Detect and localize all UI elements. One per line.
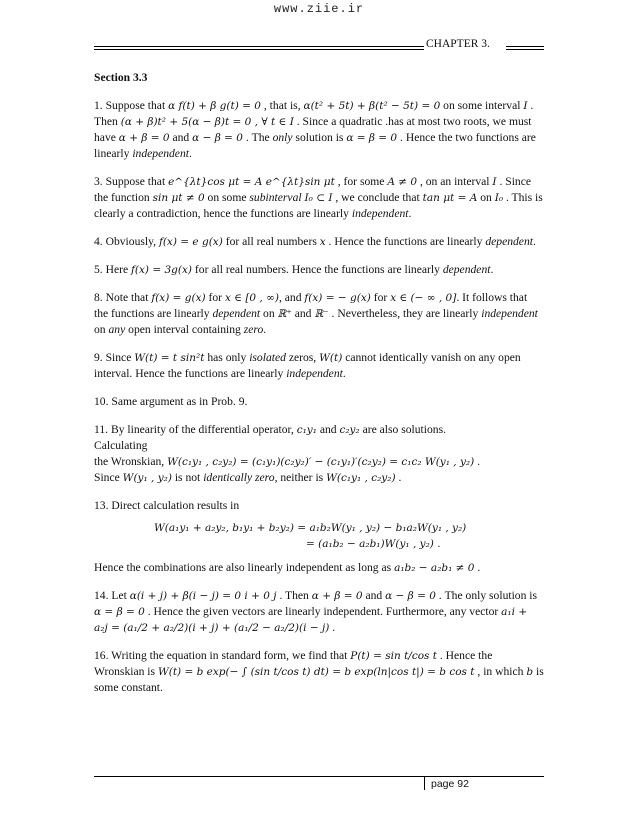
problem-14: 14. Let α(i + j) + β(i − j) = 0 i + 0 j . Then α + β = 0 and α − β = 0 . The only solution is α = β = 0 . Hence the given vectors are linearly independent. Furthermore, any vector a₁i + a₂j = (a₁/2 + a₂/2)(i + j) + (a₁/2 − a₂/2)(i − j) . xyxy=(94,589,538,634)
problem-9: 9. Since W(t) = t sin²t has only isolated zeros, W(t) cannot identically vanish on any open interval. Hence the functions are linearly independent. xyxy=(94,351,521,380)
problem-13-conclusion: Hence the combinations are also linearly independent as long as a₁b₂ − a₂b₁ ≠ 0 . xyxy=(94,561,481,574)
problem-11: 11. By linearity of the differential operator, c₁y₁ and c₂y₂ are also solutions. Calculating the Wronskian, W(c₁y₁ , c₂y₂) = (c₁y₁)(c₂y₂)′ − (c₁y₁)′(c₂y₂) = c₁c₂ W(y₁ , y₂) . Since W(y₁ , y₂) is not identically zero, neither is W(c₁y₁ , c₂y₂) . xyxy=(94,423,480,484)
header-rule-left xyxy=(94,46,424,50)
equation-line-1: W(a₁y₁ + a₂y₂, b₁y₁ + b₂y₂) = a₁b₂W(y₁ , y₂) − b₁a₂W(y₁ , y₂) xyxy=(154,522,467,534)
problem-10: 10. Same argument as in Prob. 9. xyxy=(94,395,248,408)
chapter-title: CHAPTER 3. xyxy=(426,38,490,50)
problem-5: 5. Here f(x) = 3g(x) for all real numbers. Hence the functions are linearly dependent. xyxy=(94,263,494,276)
problem-3: 3. Suppose that e^{λt}cos μt = A e^{λt}sin μt , for some A ≠ 0 , on an interval I . Since the function sin μt ≠ 0 on some subinterval I₀ ⊂ I , we conclude that tan μt = A on I₀ . This is clearly a contradiction, hence the functions are linearly independent. xyxy=(94,175,543,220)
problem-1: 1. Suppose that α f(t) + β g(t) = 0 , that is, α(t² + 5t) + β(t² − 5t) = 0 on some interval I . Then (α + β)t² + 5(α − β)t = 0 , ∀ t ∈ I . Since a quadratic .has at most two roots, we must have α + β = 0 and α − β = 0 . The only solution is α = β = 0 . Hence the two functions are linearly independent. xyxy=(94,99,536,160)
problem-4: 4. Obviously, f(x) = e g(x) for all real numbers x . Hence the functions are linearly dependent. xyxy=(94,235,536,248)
problem-8: 8. Note that f(x) = g(x) for x ∈ [0 , ∞), and f(x) = − g(x) for x ∈ (− ∞ , 0]. It follows that the functions are linearly dependent on ℝ⁺ and ℝ⁻ . Nevertheless, they are linearly independent on any open interval containing zero. xyxy=(94,291,538,336)
problem-13-display-equation xyxy=(154,520,544,552)
page-content xyxy=(94,70,544,708)
header-rule-right xyxy=(506,46,544,50)
footer-divider xyxy=(424,776,425,790)
equation-line-2: = (a₁b₂ − a₂b₁)W(y₁ , y₂) . xyxy=(306,538,441,550)
problem-13-intro: 13. Direct calculation results in xyxy=(94,499,240,512)
chapter-header xyxy=(94,38,544,58)
section-title: Section 3.3 xyxy=(94,71,148,84)
problem-16: 16. Writing the equation in standard form, we find that P(t) = sin t/cos t . Hence the Wronskian is W(t) = b exp(− ∫ (sin t/cos t) dt) = b exp(ln|cos t|) = b cos t , in which b is some constant. xyxy=(94,649,544,694)
page-footer xyxy=(94,776,544,790)
watermark: www.ziie.ir xyxy=(273,2,365,16)
page-number: page 92 xyxy=(431,778,469,790)
footer-rule xyxy=(94,776,544,777)
